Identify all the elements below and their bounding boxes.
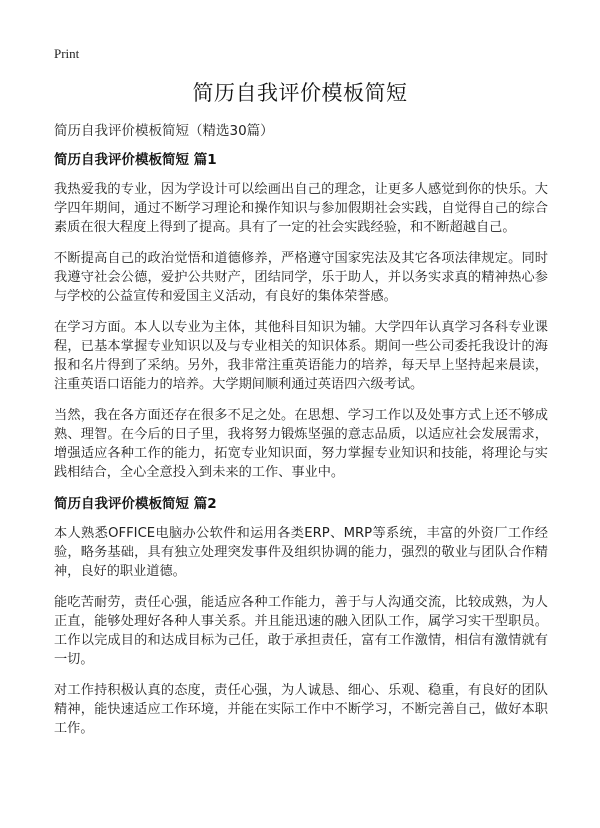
document-body [54, 150, 548, 750]
print-label: Print [54, 46, 80, 61]
paragraph: 本人熟悉OFFICE电脑办公软件和运用各类ERP、MRP等系统，丰富的外资厂工作经验，略务基础，具有独立处理突发事件及组织协调的能力，强烈的敬业与团队合作精神，良好的职业道德。 [54, 526, 548, 579]
section-heading: 简历自我评价模板简短 篇2 [54, 496, 217, 512]
paragraph: 能吃苦耐劳，责任心强，能适应各种工作能力，善于与人沟通交流，比较成熟，为人正直，能够处理好各种人事关系。并且能迅速的融入团队工作，属学习实干型职员。工作以完成目的和达成目标为己任，敢于承担责任，富有工作激情，相信有激情就有一切。 [54, 595, 548, 667]
paragraph: 在学习方面。本人以专业为主体，其他科目知识为辅。大学四年认真学习各科专业课程，已基本掌握专业知识以及与专业相关的知识体系。期间一些公司委托我设计的海报和名片得到了采纳。另外，我非常注重英语能力的培养，每天早上坚持起来晨读，注重英语口语能力的培养。大学期间顺利通过英语四六级考试。 [54, 320, 548, 392]
section-1 [54, 150, 548, 482]
paragraph: 我热爱我的专业，因为学设计可以绘画出自己的理念，让更多人感觉到你的快乐。大学四年期间，通过不断学习理论和操作知识与参加假期社会实践，自觉得自己的综合素质在很大程度上得到了提高。具有了一定的社会实践经验，和不断超越自己。 [54, 182, 548, 235]
paragraph: 对工作持积极认真的态度，责任心强，为人诚恳、细心、乐观、稳重，有良好的团队精神，能快速适应工作环境，并能在实际工作中不断学习，不断完善自己，做好本职工作。 [54, 683, 548, 736]
paragraph: 当然，我在各方面还存在很多不足之处。在思想、学习工作以及处事方式上还不够成熟、理智。在今后的日子里，我将努力锻炼坚强的意志品质，以适应社会发展需求，增强适应各种工作的能力，拓宽专业知识面，努力掌握专业知识和技能，将理论与实践相结合，全心全意投入到未来的工作、事业中。 [54, 408, 548, 480]
page-subtitle: 简历自我评价模板简短（精选30篇） [54, 123, 274, 139]
paragraph: 不断提高自己的政治觉悟和道德修养，严格遵守国家宪法及其它各项法律规定。同时我遵守社会公德，爱护公共财产，团结同学，乐于助人，并以务实求真的精神热心参与学校的公益宣传和爱国主义活动，有良好的集体荣誉感。 [54, 251, 548, 304]
section-2 [54, 494, 548, 738]
section-heading: 简历自我评价模板简短 篇1 [54, 152, 217, 168]
page-title: 简历自我评价模板简短 [192, 81, 408, 105]
